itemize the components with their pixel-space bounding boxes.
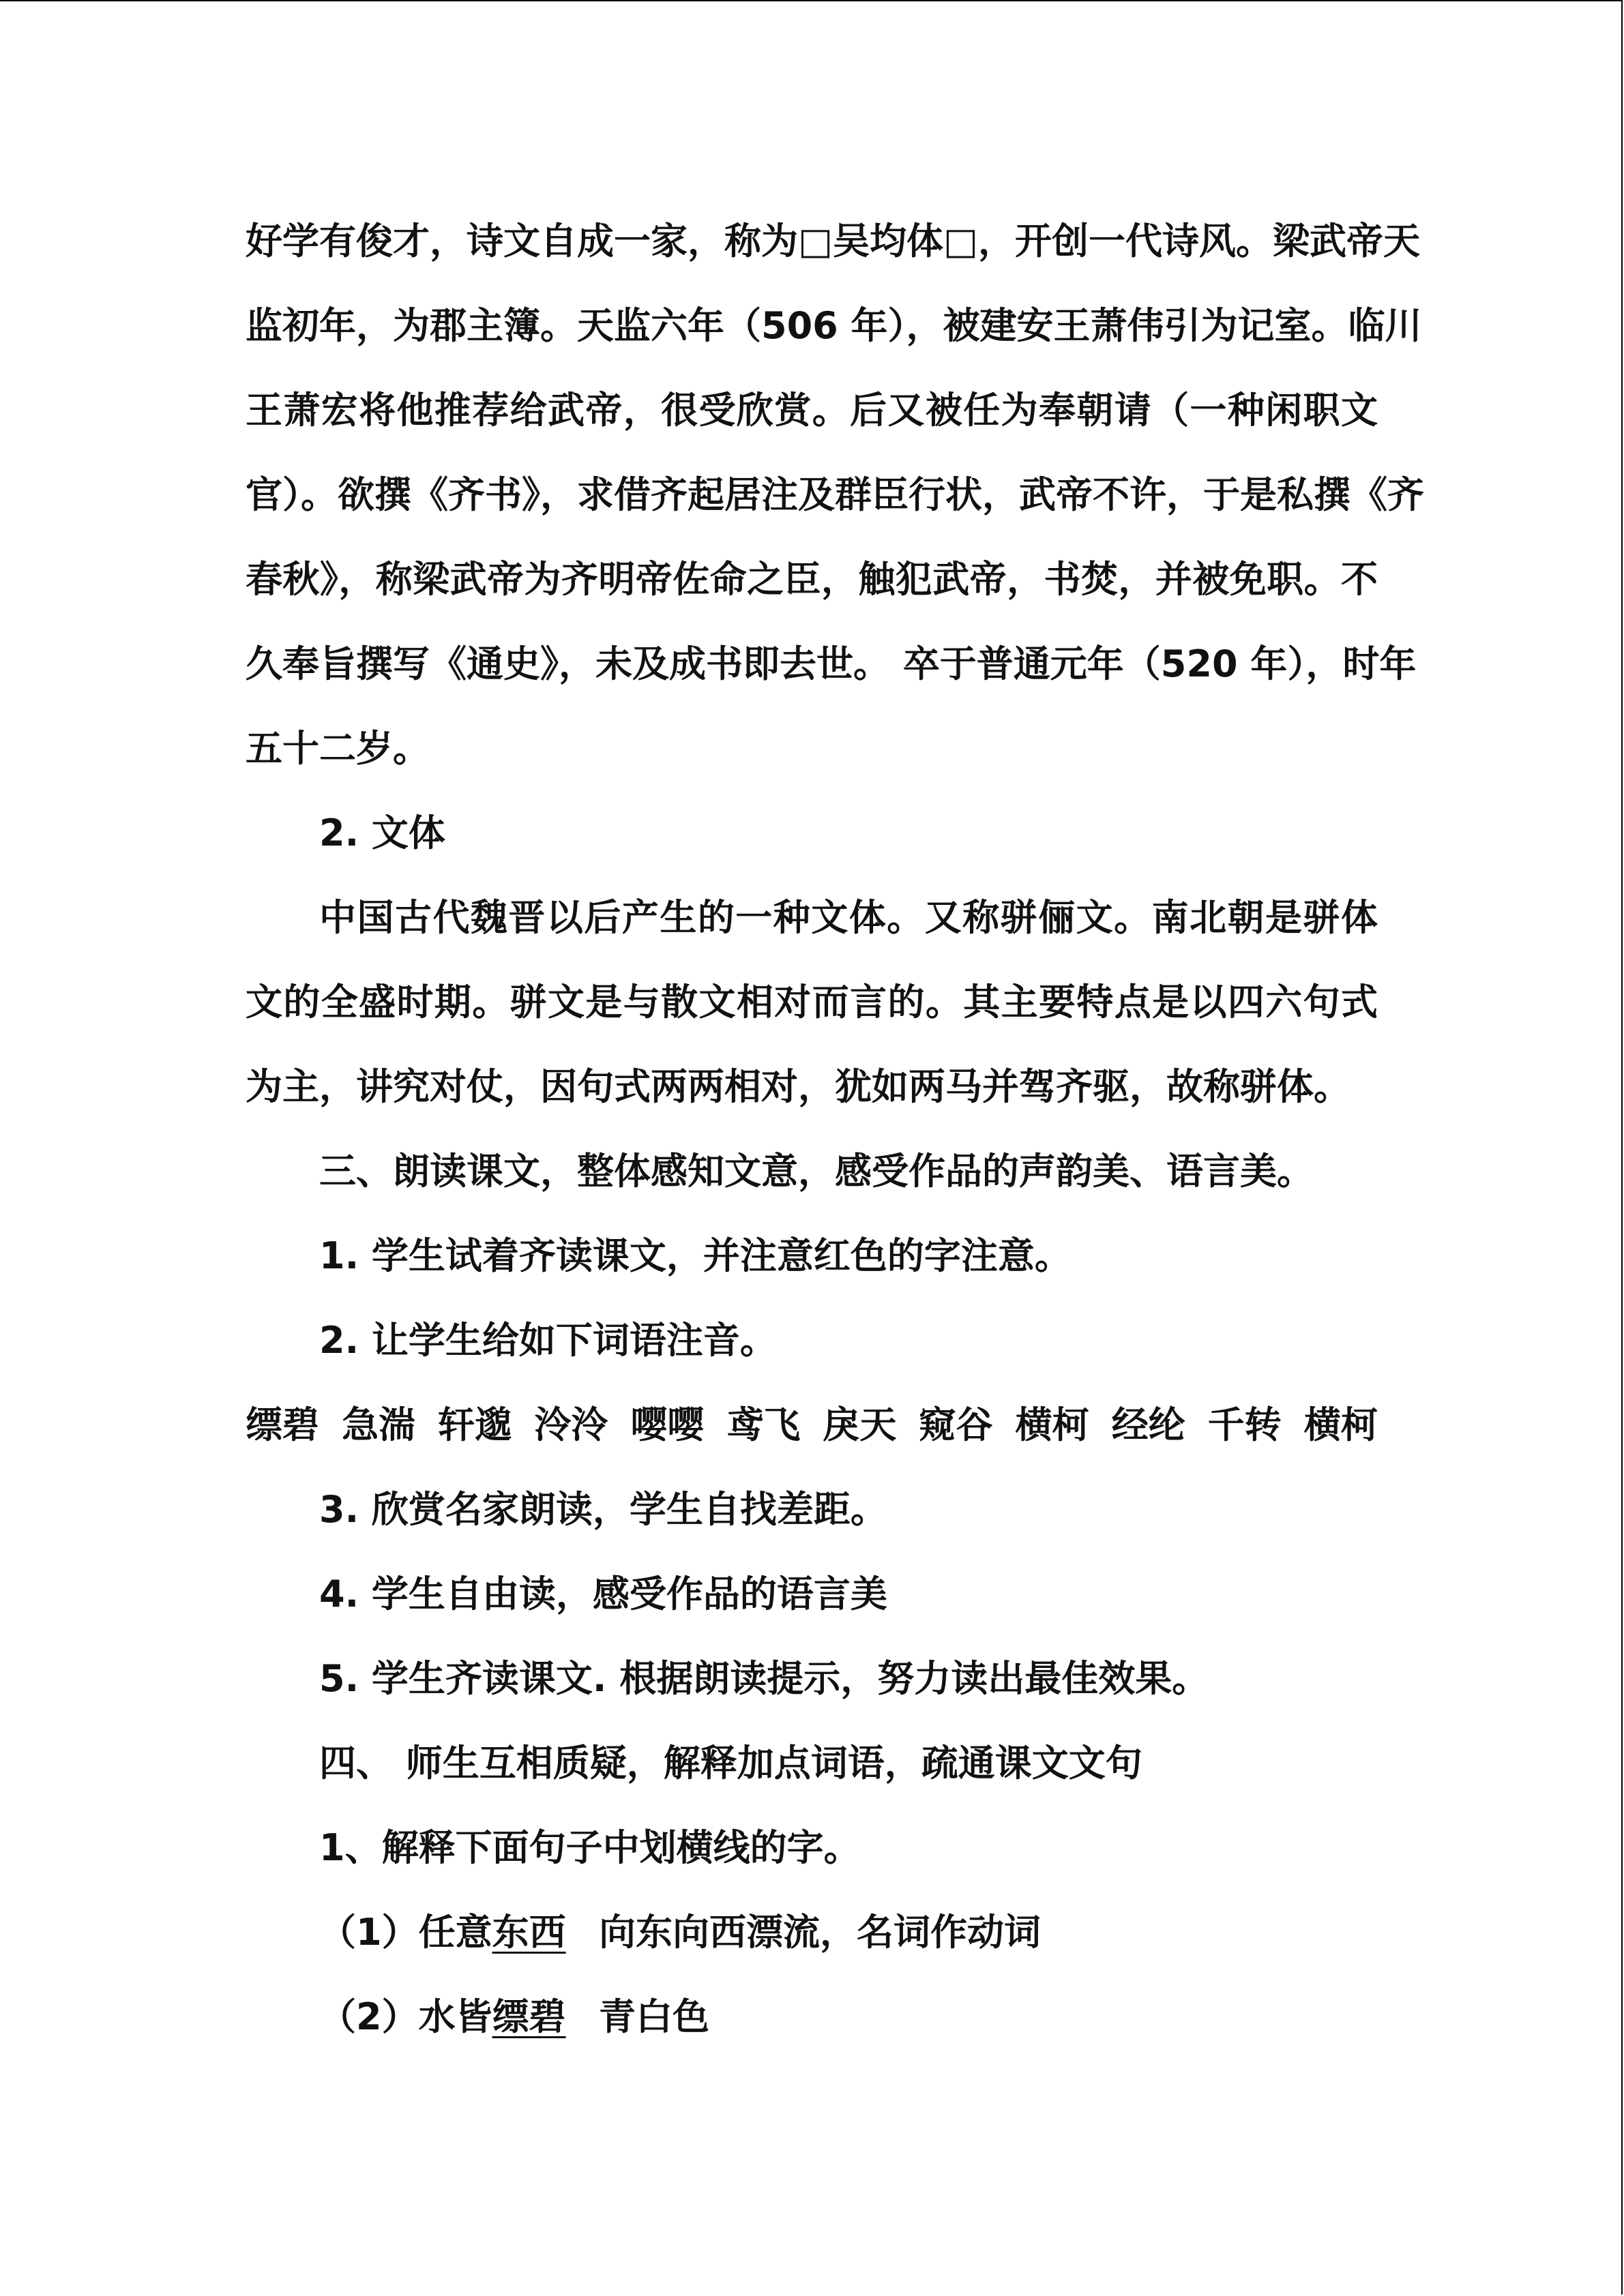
section-four-heading: 四、 师生互相质疑，解释加点词语，疏通课文文句 xyxy=(319,1742,1142,1785)
bio-line-5: 春秋》，称梁武帝为齐明帝佐命之臣，触犯武帝，书焚，并被免职。不 xyxy=(246,558,1378,601)
vocab-word: 鸢飞 xyxy=(726,1403,801,1446)
definition-phrase xyxy=(319,1890,599,1975)
definition-meaning: 青白色 xyxy=(599,1995,709,2038)
vocab-word: 缥碧 xyxy=(246,1403,319,1446)
vocab-word: 窥谷 xyxy=(919,1403,993,1446)
wenti-line-2: 文的全盛时期。骈文是与散文相对而言的。其主要特点是以四六句式 xyxy=(246,981,1378,1024)
vocab-word: 泠泠 xyxy=(534,1403,608,1446)
section-three-heading: 三、朗读课文，整体感知文意，感受作品的声韵美、语言美。 xyxy=(319,1150,1314,1193)
bio-line-2: 监初年，为郡主簿。天监六年（506 年），被建安王萧伟引为记室。临川 xyxy=(246,304,1422,347)
section-wenti-heading: 2. 文体 xyxy=(319,811,445,854)
section-three-item-5: 5. 学生齐读课文. 根据朗读提示，努力读出最佳效果。 xyxy=(319,1657,1209,1700)
vocab-list xyxy=(246,1383,1378,1467)
bio-line-4: 官）。欲撰《齐书》，求借齐起居注及群臣行状，武帝不许，于是私撰《齐 xyxy=(246,473,1424,516)
bio-line-6: 久奉旨撰写《通史》，未及成书即去世。 卒于普通元年（520 年），时年 xyxy=(246,642,1417,685)
vocab-word: 经纶 xyxy=(1111,1403,1185,1446)
underlined-term: 缥碧 xyxy=(492,1995,566,2038)
vocab-word: 嘤嘤 xyxy=(630,1403,705,1446)
vocab-word: 急湍 xyxy=(342,1403,416,1446)
section-four-sub-1: 1、解释下面句子中划横线的字。 xyxy=(319,1826,861,1869)
definition-row xyxy=(246,1890,1378,1975)
bio-line-7: 五十二岁。 xyxy=(246,727,430,770)
vocab-word: 千转 xyxy=(1207,1403,1282,1446)
wenti-line-1: 中国古代魏晋以后产生的一种文体。又称骈俪文。南北朝是骈体 xyxy=(319,896,1378,939)
definition-row xyxy=(246,1975,1378,2059)
definition-meaning: 向东向西漂流，名词作动词 xyxy=(599,1911,1041,1954)
document-body xyxy=(246,199,1424,2059)
definition-prefix: （2）水皆 xyxy=(319,1995,492,2038)
section-three-item-4: 4. 学生自由读，感受作品的语言美 xyxy=(319,1572,887,1615)
vocab-word: 轩邈 xyxy=(438,1403,512,1446)
definition-prefix: （1）任意 xyxy=(319,1911,492,1954)
bio-line-1: 好学有俊才，诗文自成一家，称为□吴均体□，开创一代诗风。梁武帝天 xyxy=(246,220,1421,263)
bio-line-3: 王萧宏将他推荐给武帝，很受欣赏。后又被任为奉朝请（一种闲职文 xyxy=(246,389,1378,432)
vocab-word: 横柯 xyxy=(1015,1403,1089,1446)
section-three-item-1: 1. 学生试着齐读课文，并注意红色的字注意。 xyxy=(319,1234,1072,1277)
wenti-line-3: 为主，讲究对仗，因句式两两相对，犹如两马并驾齐驱，故称骈体。 xyxy=(246,1065,1350,1108)
definition-phrase xyxy=(319,1975,599,2059)
underlined-term: 东西 xyxy=(492,1911,566,1954)
vocab-word: 横柯 xyxy=(1303,1403,1378,1446)
section-three-item-3: 3. 欣赏名家朗读，学生自找差距。 xyxy=(319,1488,887,1531)
section-three-item-2: 2. 让学生给如下词语注音。 xyxy=(319,1319,777,1362)
vocab-word: 戾天 xyxy=(823,1403,897,1446)
